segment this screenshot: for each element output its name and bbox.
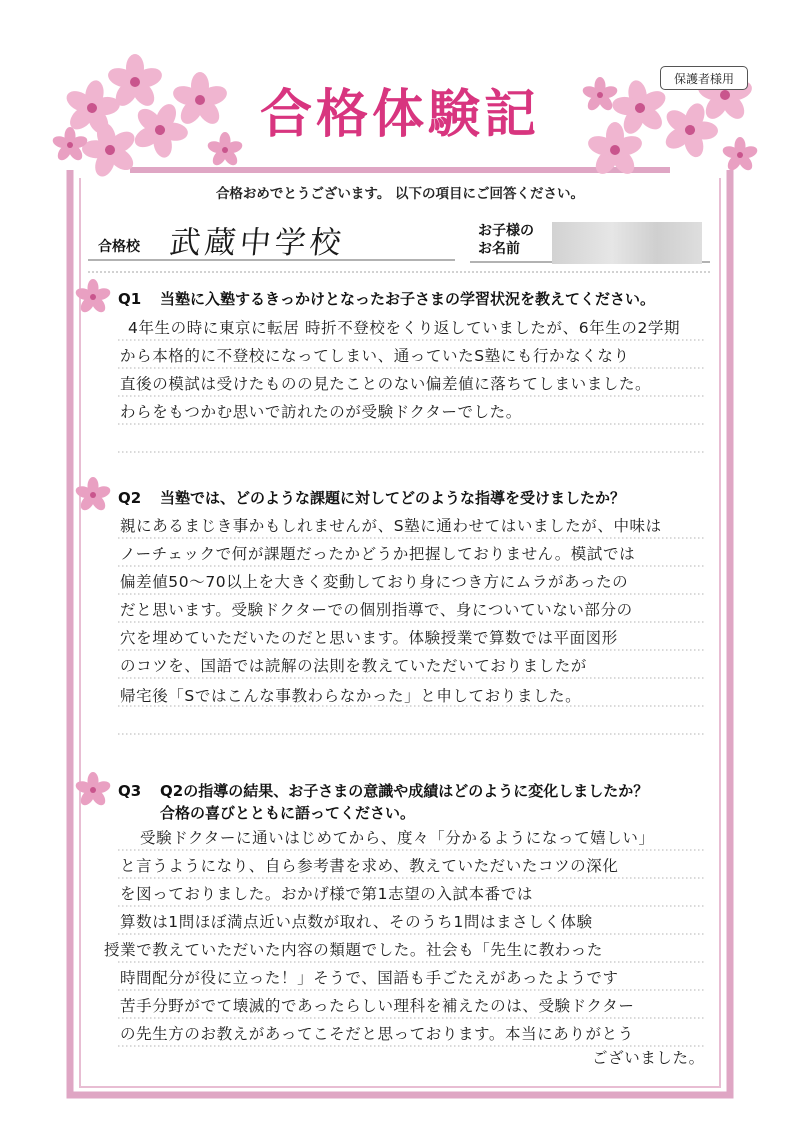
school-value: 武蔵中学校: [167, 225, 347, 261]
q1-text: 当塾に入塾するきっかけとなったお子さまの学習状況を教えてください。: [160, 290, 656, 308]
q2-number: Q2: [118, 489, 142, 507]
q3-answer-line: 苦手分野がでて壊滅的であったらしい理科を補えたのは、受験ドクター: [120, 997, 635, 1015]
q3-answer-line: ございました。: [592, 1049, 705, 1067]
q1-answer-line: 直後の模試は受けたものの見たことのない偏差値に落ちてしまいました。: [120, 375, 652, 393]
q2-answer-line: 親にあるまじき事かもしれませんが、S塾に通わせてはいましたが、中味は: [120, 517, 662, 535]
q2-text: 当塾では、どのような課題に対してどのような指導を受けましたか？: [160, 489, 626, 507]
q2-answer-line: のコツを、国語では読解の法則を教えていただいておりましたが: [120, 657, 587, 675]
q3-answer-line: と言うようになり、自ら参考書を求め、教えていただいたコツの深化: [120, 857, 619, 875]
q1-answer-line: わらをもつかむ思いで訪れたのが受験ドクターでした。: [120, 403, 522, 421]
school-label: 合格校: [98, 239, 140, 255]
q2-answer-line: 偏差値50〜70以上を大きく変動しており身につき方にムラがあったの: [120, 573, 629, 591]
q2-heading: [118, 487, 625, 508]
name-redaction: [552, 222, 702, 264]
q3-answer-line: を図っておりました。おかげ様で第1志望の入試本番では: [120, 885, 533, 903]
q1-answer-line: から本格的に不登校になってしまい、通っていたS塾にも行かなくなり: [120, 347, 630, 365]
intro-text: 合格おめでとうございます。 以下の項目にご回答ください。: [215, 186, 585, 202]
q3-number: Q3: [118, 782, 142, 800]
q3-heading: [118, 780, 648, 824]
q3-answer-line: 受験ドクターに通いはじめてから、度々「分かるようになって嬉しい」: [140, 829, 655, 847]
q2-answer-line: ノーチェックで何が課題だったかどうか把握しておりません。模試では: [120, 545, 636, 563]
q1-answer-line: 4年生の時に東京に転居 時折不登校をくり返していましたが、6年生の2学期: [128, 319, 681, 337]
q2-answer-line: だと思います。受験ドクターでの個別指導で、身についていない部分の: [120, 601, 633, 619]
q3-answer-line: 算数は1問ほぼ満点近い点数が取れ、そのうち1問はまさしく体験: [120, 913, 593, 931]
page-title: 合格体験記: [259, 84, 540, 145]
q2-answer-line: 帰宅後「Sではこんな事教わらなかった」と申しておりました。: [120, 687, 582, 705]
q1-number: Q1: [118, 290, 142, 308]
name-label: [478, 222, 534, 258]
q2-answer-line: 穴を埋めていただいたのだと思います。体験授業で算数では平面図形: [120, 629, 618, 647]
q1-heading: [118, 288, 655, 309]
q3-text: Q2の指導の結果、お子さまの意識や成績はどのように変化しましたか？: [160, 782, 649, 800]
guardian-badge: 保護者様用: [660, 66, 748, 90]
q3-answer-line: 授業で教えていただいた内容の類題でした。社会も「先生に教わった: [104, 941, 603, 959]
q3-answer-line: 時間配分が役に立った！」そうで、国語も手ごたえがあったようです: [120, 969, 619, 987]
q3-answer-line: の先生方のお教えがあってこそだと思っております。本当にありがとう: [120, 1025, 634, 1043]
q3-text-2: 合格の喜びとともに語ってください。: [160, 804, 416, 822]
name-label-line-1: お子様の: [478, 223, 534, 239]
name-label-line-2: お名前: [478, 241, 520, 257]
